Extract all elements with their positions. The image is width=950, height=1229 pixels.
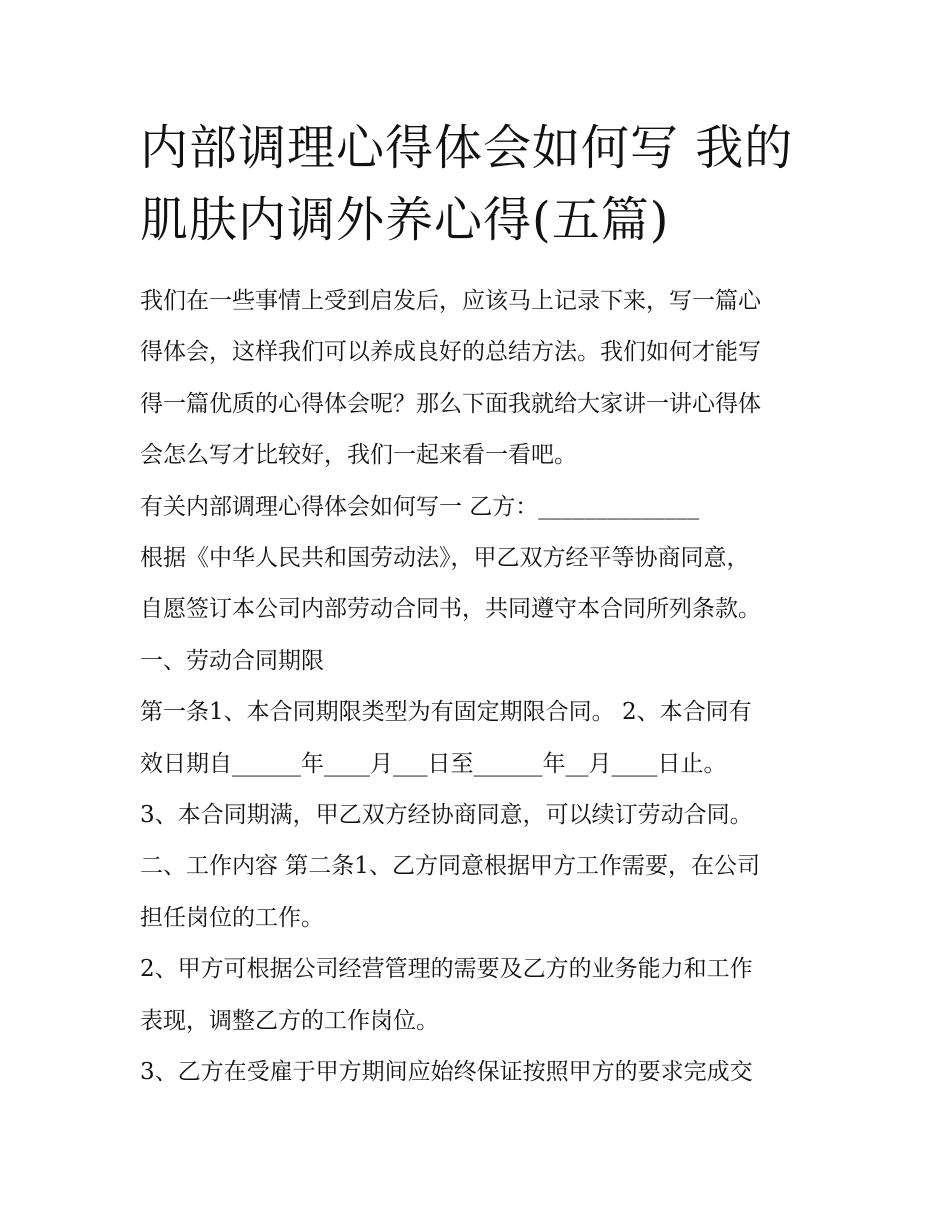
- body-line: 3、本合同期满，甲乙双方经协商同意，可以续订劳动合同。: [140, 802, 753, 829]
- body-line: 根据《中华人民共和国劳动法》，甲乙双方经平等协商同意，: [140, 545, 750, 572]
- body-line: 第一条1、本合同期限类型为有固定期限合同。 2、本合同有: [140, 699, 752, 726]
- body-line: 3、乙方在受雇于甲方期间应始终保证按照甲方的要求完成交: [140, 1059, 753, 1086]
- body-line: 2、甲方可根据公司经营管理的需要及乙方的业务能力和工作: [140, 956, 753, 983]
- section-heading: 一、劳动合同期限: [140, 647, 324, 674]
- body-line: 得体会，这样我们可以养成良好的总结方法。我们如何才能写: [140, 339, 761, 366]
- document-body: [140, 276, 840, 1099]
- document-title: [140, 112, 840, 256]
- body-line: 效日期自______年____月___日至______年__月____日止。: [140, 750, 727, 777]
- section-heading: 二、工作内容 第二条1、乙方同意根据甲方工作需要，在公司: [140, 853, 760, 880]
- title-line: 内部调理心得体会如何写 我的: [140, 120, 794, 176]
- body-line: 担任岗位的工作。: [140, 904, 324, 931]
- body-line: 有关内部调理心得体会如何写一 乙方：______________: [140, 493, 700, 520]
- body-line: 会怎么写才比较好，我们一起来看一看吧。: [140, 442, 577, 469]
- title-line: 肌肤内调外养心得(五篇): [140, 192, 670, 248]
- body-line: 表现，调整乙方的工作岗位。: [140, 1007, 439, 1034]
- body-line: 我们在一些事情上受到启发后，应该马上记录下来，写一篇心: [140, 288, 761, 314]
- body-line: 自愿签订本公司内部劳动合同书，共同遵守本合同所列条款。: [140, 596, 761, 623]
- body-line: 得一篇优质的心得体会呢？那么下面我就给大家讲一讲心得体: [140, 390, 761, 417]
